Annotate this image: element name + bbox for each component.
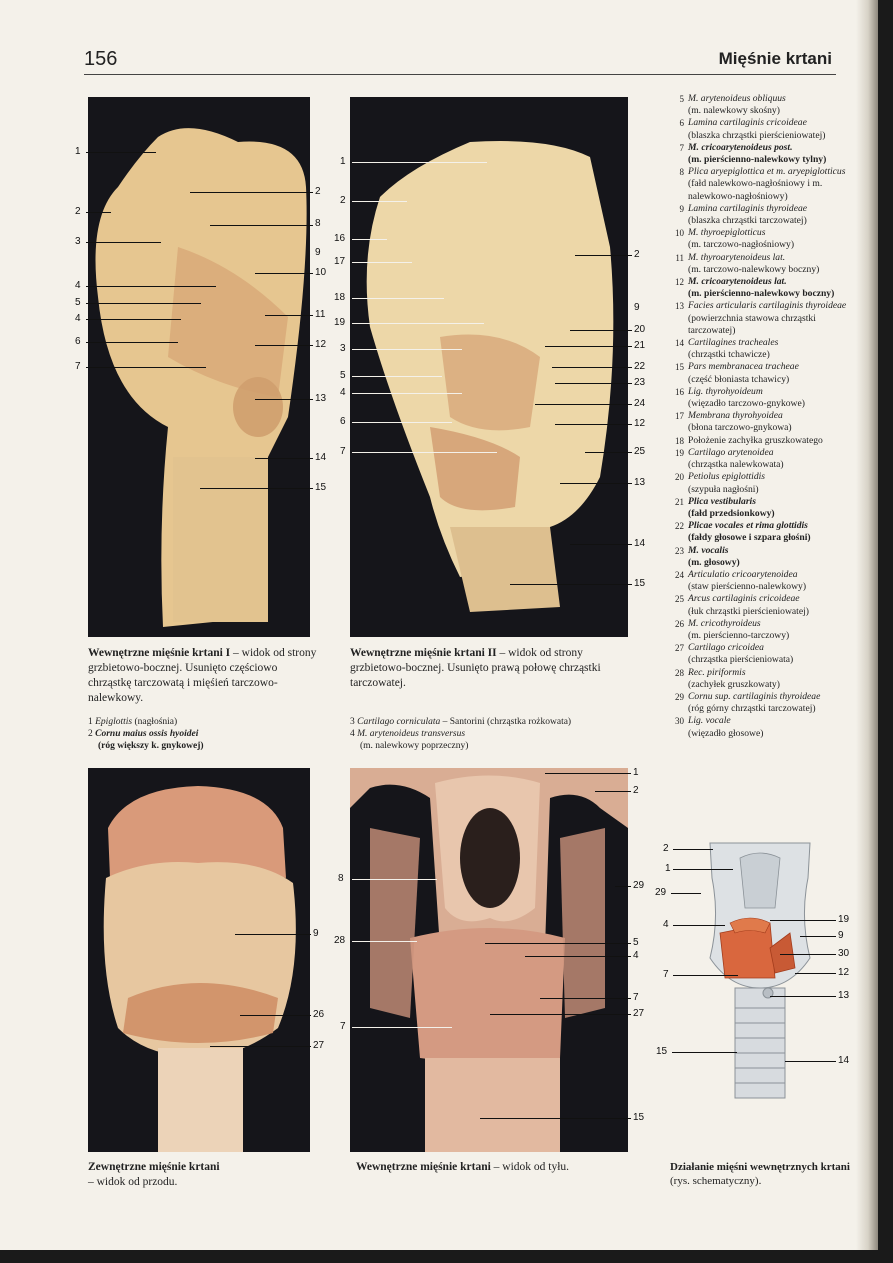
fig2-caption-text: – widok od strony grzbietowo-bocznej. Usunięto prawą połowę chrząstki tarczowatej. <box>350 647 601 689</box>
legend-item <box>670 142 860 166</box>
legend-item-polish: (chrząstki tchawicze) <box>688 349 770 361</box>
legend-item-polish: (chrząstka pierścieniowata) <box>688 654 794 666</box>
fig2-leader <box>352 349 462 350</box>
legend-item-polish: (fałdy głosowe i szpara głośni) <box>688 532 811 544</box>
fig3-caption-text: – widok od przodu. <box>88 1176 178 1188</box>
legend-item-number: 9 <box>679 203 684 214</box>
legend-item-number: 22 <box>675 521 684 532</box>
legend-item-polish: (blaszka chrząstki pierścieniowatej) <box>688 129 826 141</box>
legend-item <box>670 410 860 434</box>
fig4-leader <box>480 1118 631 1119</box>
legend-item <box>670 386 860 410</box>
fig2-label-3: 3 <box>340 343 346 354</box>
legend-item <box>670 227 860 251</box>
legend-item-number: 19 <box>675 447 684 458</box>
fig5-label-9: 9 <box>838 930 844 941</box>
legend-item-polish: (błona tarczowo-gnykowa) <box>688 422 792 434</box>
legend-item-latin: Arcus cartilaginis cricoideae <box>688 593 800 605</box>
schematic-larynx-drawing <box>690 838 830 1103</box>
fig1-leader <box>255 345 313 346</box>
fig4-label-28: 28 <box>334 935 346 946</box>
legend-item-polish: Położenie zachyłka gruszkowatego <box>688 434 823 446</box>
fig1-label-7: 7 <box>75 361 81 372</box>
legend-item <box>670 117 860 141</box>
fig5-label-7: 7 <box>663 969 669 980</box>
fig4-leader <box>352 879 437 880</box>
fig1-label-14: 14 <box>315 452 327 463</box>
legend-item-text <box>688 618 860 642</box>
legend-item-latin: Facies articularis cartilaginis thyroideae <box>688 300 847 312</box>
fig5-label-1: 1 <box>665 863 671 874</box>
legend-item <box>670 471 860 495</box>
legend-item-number: 14 <box>675 338 684 349</box>
fig1-label-3: 3 <box>75 236 81 247</box>
fig5-label-14: 14 <box>838 1055 850 1066</box>
legend-item <box>670 276 860 300</box>
legend-item-polish: (m. głosowy) <box>688 556 740 568</box>
legend-item-latin: Cartilagines tracheales <box>688 337 779 349</box>
legend-item-text <box>688 142 860 166</box>
fig5-label-2: 2 <box>663 843 669 854</box>
fig5-leader <box>770 996 836 997</box>
fig3-label-27: 27 <box>313 1040 325 1051</box>
fig4-label-7b: 7 <box>633 992 639 1003</box>
fig2-leader <box>352 239 387 240</box>
legend-item-text <box>688 545 860 569</box>
fig3-leader <box>235 934 311 935</box>
legend-item-latin: Petiolus epiglottidis <box>688 471 766 483</box>
fig2-note-4-polish: (m. nalewkowy poprzeczny) <box>360 741 469 751</box>
legend-item-polish: (fałd nalewkowo-nagłośniowy i m. nalewkowo-nagłośniowy) <box>688 178 823 202</box>
fig4-leader <box>352 941 417 942</box>
legend-item-latin: Articulatio cricoarytenoidea <box>688 568 798 580</box>
fig4-label-8: 8 <box>338 873 344 884</box>
header-rule <box>84 74 836 75</box>
legend-item-latin: Lig. thyrohyoideum <box>688 385 763 397</box>
legend-item-latin: Plicae vocales et rima glottidis <box>688 520 808 532</box>
legend-item-text <box>688 386 860 410</box>
legend-item <box>670 593 860 617</box>
fig2-label-22: 22 <box>634 361 646 372</box>
legend-item <box>670 715 860 739</box>
legend-item-latin: Lamina cartilaginis cricoideae <box>688 117 807 129</box>
fig5-label-19: 19 <box>838 914 850 925</box>
fig3-leader <box>240 1015 311 1016</box>
fig2-label-18: 18 <box>334 292 346 303</box>
fig1-leader <box>255 399 313 400</box>
legend-item-number: 11 <box>675 252 684 263</box>
fig1-note-2-polish: (róg większy k. gnykowej) <box>98 741 204 751</box>
note-polish: – Santorini (chrząstka rożkowata) <box>440 717 572 727</box>
legend-item <box>670 447 860 471</box>
legend-item <box>670 618 860 642</box>
legend-item-latin: M. thyroarytenoideus lat. <box>688 251 786 263</box>
fig1-leader <box>190 192 313 193</box>
fig2-caption <box>350 646 635 691</box>
legend-item-latin: M. arytenoideus obliquus <box>688 93 786 104</box>
legend-item <box>670 93 860 117</box>
legend-item <box>670 435 860 447</box>
legend-item-polish: (m. tarczowo-nagłośniowy) <box>688 239 795 251</box>
fig2-leader <box>585 452 632 453</box>
fig2-label-23: 23 <box>634 377 646 388</box>
fig1-leader <box>86 152 156 153</box>
fig5-leader <box>673 975 738 976</box>
fig2-label-21: 21 <box>634 340 646 351</box>
legend-item-text <box>688 496 860 520</box>
page-number: 156 <box>84 48 118 70</box>
note-polish: (nagłośnia) <box>134 717 178 727</box>
legend-item-number: 6 <box>679 118 684 129</box>
legend-item-number: 15 <box>675 362 684 373</box>
legend-item-polish: (zachyłek gruszkowaty) <box>688 678 780 690</box>
fig2-leader <box>352 162 487 163</box>
fig3-leader <box>210 1046 311 1047</box>
fig2-label-16: 16 <box>334 233 346 244</box>
fig4-leader <box>545 773 631 774</box>
legend-item <box>670 361 860 385</box>
note-latin: Epiglottis <box>95 717 133 727</box>
legend-item-text <box>688 227 860 251</box>
legend-item-polish: (część błoniasta tchawicy) <box>688 373 790 385</box>
fig2-label-4: 4 <box>340 387 346 398</box>
legend-item-polish: (więzadło głosowe) <box>688 727 764 739</box>
fig2-leader <box>510 584 632 585</box>
legend-item-number: 17 <box>675 411 684 422</box>
note-latin: M. arytenoideus transversus <box>357 729 466 739</box>
fig3-label-9: 9 <box>313 928 319 939</box>
fig4-label-4: 4 <box>633 950 639 961</box>
legend-item-text <box>688 300 860 337</box>
legend-item-latin: M. cricothyroideus <box>688 617 761 629</box>
fig1-leader <box>86 367 206 368</box>
legend-item-text <box>688 93 860 117</box>
legend-item-latin: Lamina cartilaginis thyroideae <box>688 202 808 214</box>
legend-item-text <box>688 642 860 666</box>
fig1-notes <box>88 716 318 752</box>
fig1-leader <box>210 225 313 226</box>
legend-item-latin: M. vocalis <box>688 544 729 556</box>
fig5-leader <box>770 920 836 921</box>
fig2-leader <box>352 422 452 423</box>
legend-item-number: 27 <box>675 643 684 654</box>
fig5-label-12: 12 <box>838 967 850 978</box>
fig1-caption <box>88 646 318 706</box>
fig2-label-15: 15 <box>634 578 646 589</box>
legend-item <box>670 337 860 361</box>
fig2-leader <box>535 404 632 405</box>
legend-item-text <box>688 520 860 544</box>
fig4-leader <box>615 886 631 887</box>
legend-item-polish: (blaszka chrząstki tarczowatej) <box>688 215 807 227</box>
legend-item <box>670 545 860 569</box>
fig5-caption-title: Działanie mięśni wewnętrznych krtani <box>670 1161 850 1173</box>
fig4-leader <box>525 956 631 957</box>
legend-item-text <box>688 447 860 471</box>
chapter-title: Mięśnie krtani <box>718 49 832 68</box>
legend-item-number: 16 <box>675 386 684 397</box>
legend-item-text <box>688 471 860 495</box>
legend-item-text <box>688 203 860 227</box>
fig1-leader <box>86 303 201 304</box>
legend-item-latin: Membrana thyrohyoidea <box>688 410 783 422</box>
legend-item-number: 25 <box>675 594 684 605</box>
legend-item <box>670 496 860 520</box>
legend-item-latin: Rec. piriformis <box>688 666 746 678</box>
legend-item-text <box>688 361 860 385</box>
fig2-label-12: 12 <box>634 418 646 429</box>
fig5-leader <box>673 869 733 870</box>
fig5-caption <box>670 1160 850 1188</box>
fig5-label-4: 4 <box>663 919 669 930</box>
legend-item-text <box>688 691 860 715</box>
fig5-label-15: 15 <box>656 1046 668 1057</box>
fig2-label-2: 2 <box>340 195 346 206</box>
legend-item-latin: M. cricoarytenoideus post. <box>688 141 793 153</box>
legend-item-latin: Pars membranacea tracheae <box>688 361 799 373</box>
legend-item-number: 30 <box>675 716 684 727</box>
fig1-leader <box>200 488 313 489</box>
fig2-label-r2: 2 <box>634 249 640 260</box>
legend-item-polish: (szypuła nagłośni) <box>688 483 759 495</box>
legend-item-polish: (m. pierścienno-nalewkowy tylny) <box>688 154 827 166</box>
fig2-label-7: 7 <box>340 446 346 457</box>
fig1-leader <box>255 273 313 274</box>
legend-item-text <box>688 569 860 593</box>
fig1-label-9: 9 <box>315 247 321 258</box>
fig2-leader <box>570 330 632 331</box>
fig5-leader <box>673 849 713 850</box>
legend-item-number: 18 <box>675 435 684 446</box>
fig2-leader <box>545 346 632 347</box>
fig2-leader <box>352 393 462 394</box>
fig2-leader <box>552 367 632 368</box>
legend-item-polish: (więzadło tarczowo-gnykowe) <box>688 398 805 410</box>
note-num: 1 <box>88 717 93 727</box>
fig4-label-1: 1 <box>633 767 639 778</box>
fig5-leader <box>673 925 725 926</box>
legend-item-number: 26 <box>675 618 684 629</box>
legend-item-number: 12 <box>675 277 684 288</box>
legend-item <box>670 569 860 593</box>
fig1-leader <box>255 458 313 459</box>
legend-item-polish: (m. nalewkowy skośny) <box>688 105 780 117</box>
fig1-label-r2: 2 <box>315 186 321 197</box>
legend-item-polish: (m. pierścienno-tarczowy) <box>688 629 790 641</box>
legend-item-number: 5 <box>679 94 684 104</box>
fig1-label-13: 13 <box>315 393 327 404</box>
legend-item-polish: (chrząstka nalewkowata) <box>688 459 784 471</box>
fig2-leader <box>555 383 632 384</box>
fig1-label-5: 5 <box>75 297 81 308</box>
fig1-label-6: 6 <box>75 336 81 347</box>
legend-item <box>670 642 860 666</box>
legend-item-number: 7 <box>679 142 684 153</box>
fig5-label-29: 29 <box>655 887 667 898</box>
legend-item-number: 28 <box>675 667 684 678</box>
fig5-label-30: 30 <box>838 948 850 959</box>
fig1-note-1 <box>88 716 318 728</box>
fig2-label-14: 14 <box>634 538 646 549</box>
fig2-label-24: 24 <box>634 398 646 409</box>
fig5-label-13: 13 <box>838 990 850 1001</box>
fig1-label-4b: 4 <box>75 313 81 324</box>
photo-external-muscles <box>88 768 310 1152</box>
fig1-label-1: 1 <box>75 146 81 157</box>
legend-item-latin: Plica aryepiglottica et m. aryepiglotticus <box>688 166 846 178</box>
legend-item-number: 21 <box>675 496 684 507</box>
legend-item-text <box>688 593 860 617</box>
legend-item <box>670 691 860 715</box>
fig1-label-11: 11 <box>315 309 326 320</box>
legend-item-number: 10 <box>675 228 684 239</box>
fig2-label-19: 19 <box>334 317 346 328</box>
fig2-note-4 <box>350 728 650 740</box>
legend-item-text <box>688 252 860 276</box>
legend-item-number: 8 <box>679 167 684 178</box>
fig1-leader <box>265 315 313 316</box>
fig1-label-10: 10 <box>315 267 327 278</box>
legend-item-polish: (róg górny chrząstki tarczowatej) <box>688 703 816 715</box>
fig2-label-5: 5 <box>340 370 346 381</box>
legend-item <box>670 166 860 203</box>
fig2-leader <box>575 255 632 256</box>
fig2-leader <box>352 452 497 453</box>
legend-item-text <box>688 410 860 434</box>
fig4-caption-title: Wewnętrzne mięśnie krtani <box>356 1161 491 1173</box>
fig1-leader <box>86 342 178 343</box>
fig1-label-8: 8 <box>315 218 321 229</box>
note-num: 2 <box>88 729 93 739</box>
legend-item-polish: (fałd przedsionkowy) <box>688 507 775 519</box>
fig4-label-7: 7 <box>340 1021 346 1032</box>
fig4-label-2: 2 <box>633 785 639 796</box>
fig1-leader <box>86 242 161 243</box>
fig2-leader <box>560 483 632 484</box>
fig4-caption-text: – widok od tyłu. <box>490 1161 570 1173</box>
note-latin: Cartilago corniculata <box>357 717 441 727</box>
legend-item-latin: M. cricoarytenoideus lat. <box>688 276 787 288</box>
legend-item-text <box>688 715 860 739</box>
fig5-leader <box>671 893 701 894</box>
fig4-leader <box>540 998 631 999</box>
fig2-notes <box>350 716 650 752</box>
legend-list <box>670 93 860 740</box>
fig2-label-17: 17 <box>334 256 346 267</box>
fig2-note-3 <box>350 716 650 728</box>
fig2-label-25: 25 <box>634 446 646 457</box>
legend-item-text <box>688 117 860 141</box>
legend-item-polish: (staw pierścienno-nalewkowy) <box>688 581 807 593</box>
fig4-leader <box>490 1014 631 1015</box>
fig2-caption-title: Wewnętrzne mięśnie krtani II <box>350 647 497 659</box>
fig1-note-2 <box>88 728 318 740</box>
fig4-leader <box>352 1027 452 1028</box>
fig5-leader <box>800 936 836 937</box>
fig1-leader <box>86 319 181 320</box>
legend-item-polish: (łuk chrząstki pierścieniowatej) <box>688 605 809 617</box>
note-num: 3 <box>350 717 355 727</box>
fig4-label-29: 29 <box>633 880 645 891</box>
legend-item-number: 29 <box>675 691 684 702</box>
fig2-leader <box>352 201 407 202</box>
fig1-caption-text: – widok od strony grzbietowo-bocznej. Usunięto częściowo chrząstkę tarczowatą i mięśień tarczowo-nalewkowy. <box>88 647 317 704</box>
legend-item <box>670 203 860 227</box>
fig4-label-5: 5 <box>633 937 639 948</box>
fig2-leader <box>352 376 442 377</box>
fig1-caption-title: Wewnętrzne mięśnie krtani I <box>88 647 231 659</box>
note-num: 4 <box>350 729 355 739</box>
legend-item <box>670 520 860 544</box>
legend-item-latin: Lig. vocale <box>688 715 731 727</box>
fig2-leader <box>352 262 412 263</box>
fig1-label-12: 12 <box>315 339 327 350</box>
fig3-caption-title: Zewnętrzne mięśnie krtani <box>88 1161 220 1173</box>
legend-item-polish: (powierzchnia stawowa chrząstki tarczowatej) <box>688 312 816 336</box>
fig2-label-6: 6 <box>340 416 346 427</box>
fig2-leader <box>352 298 444 299</box>
legend-item-number: 20 <box>675 472 684 483</box>
fig4-leader <box>485 943 631 944</box>
fig5-leader <box>672 1052 737 1053</box>
legend-item-latin: M. thyroepiglotticus <box>688 227 766 239</box>
legend-item-latin: Cartilago arytenoidea <box>688 446 774 458</box>
legend-item-text <box>688 276 860 300</box>
legend-item-text <box>688 435 860 447</box>
legend-item <box>670 300 860 337</box>
legend-item-number: 24 <box>675 569 684 580</box>
fig1-leader <box>86 212 111 213</box>
fig2-leader <box>352 323 484 324</box>
legend-item-latin: Plica vestibularis <box>688 495 756 507</box>
fig1-label-15: 15 <box>315 482 327 493</box>
photo-internal-muscles-posterior <box>350 768 628 1152</box>
fig2-leader <box>555 424 632 425</box>
legend-item-number: 23 <box>675 545 684 556</box>
legend-item-text <box>688 337 860 361</box>
legend-item-polish: (m. tarczowo-nalewkowy boczny) <box>688 263 820 275</box>
fig5-caption-text: (rys. schematyczny). <box>670 1175 762 1187</box>
fig2-label-1: 1 <box>340 156 346 167</box>
fig1-leader <box>86 286 216 287</box>
fig2-label-20: 20 <box>634 324 646 335</box>
fig2-leader <box>570 544 632 545</box>
fig1-label-2: 2 <box>75 206 81 217</box>
legend-item-latin: Cornu sup. cartilaginis thyroideae <box>688 690 821 702</box>
legend-item-text <box>688 166 860 203</box>
legend-item-polish: (m. pierścienno-nalewkowy boczny) <box>688 288 835 300</box>
fig1-label-4: 4 <box>75 280 81 291</box>
fig3-caption <box>88 1160 318 1190</box>
fig4-caption <box>356 1160 656 1175</box>
fig4-label-27: 27 <box>633 1008 645 1019</box>
fig5-leader <box>780 954 836 955</box>
fig5-leader <box>795 973 836 974</box>
legend-item-text <box>688 667 860 691</box>
legend-item-latin: Cartilago cricoidea <box>688 642 764 654</box>
fig4-leader <box>595 791 631 792</box>
note-latin: Cornu maius ossis hyoidei <box>95 729 199 739</box>
legend-item <box>670 252 860 276</box>
fig2-label-9: 9 <box>634 302 640 313</box>
legend-item-number: 13 <box>675 301 684 312</box>
fig5-leader <box>785 1061 836 1062</box>
fig4-label-15: 15 <box>633 1112 645 1123</box>
fig3-label-26: 26 <box>313 1009 325 1020</box>
legend-item <box>670 667 860 691</box>
fig2-label-13: 13 <box>634 477 646 488</box>
